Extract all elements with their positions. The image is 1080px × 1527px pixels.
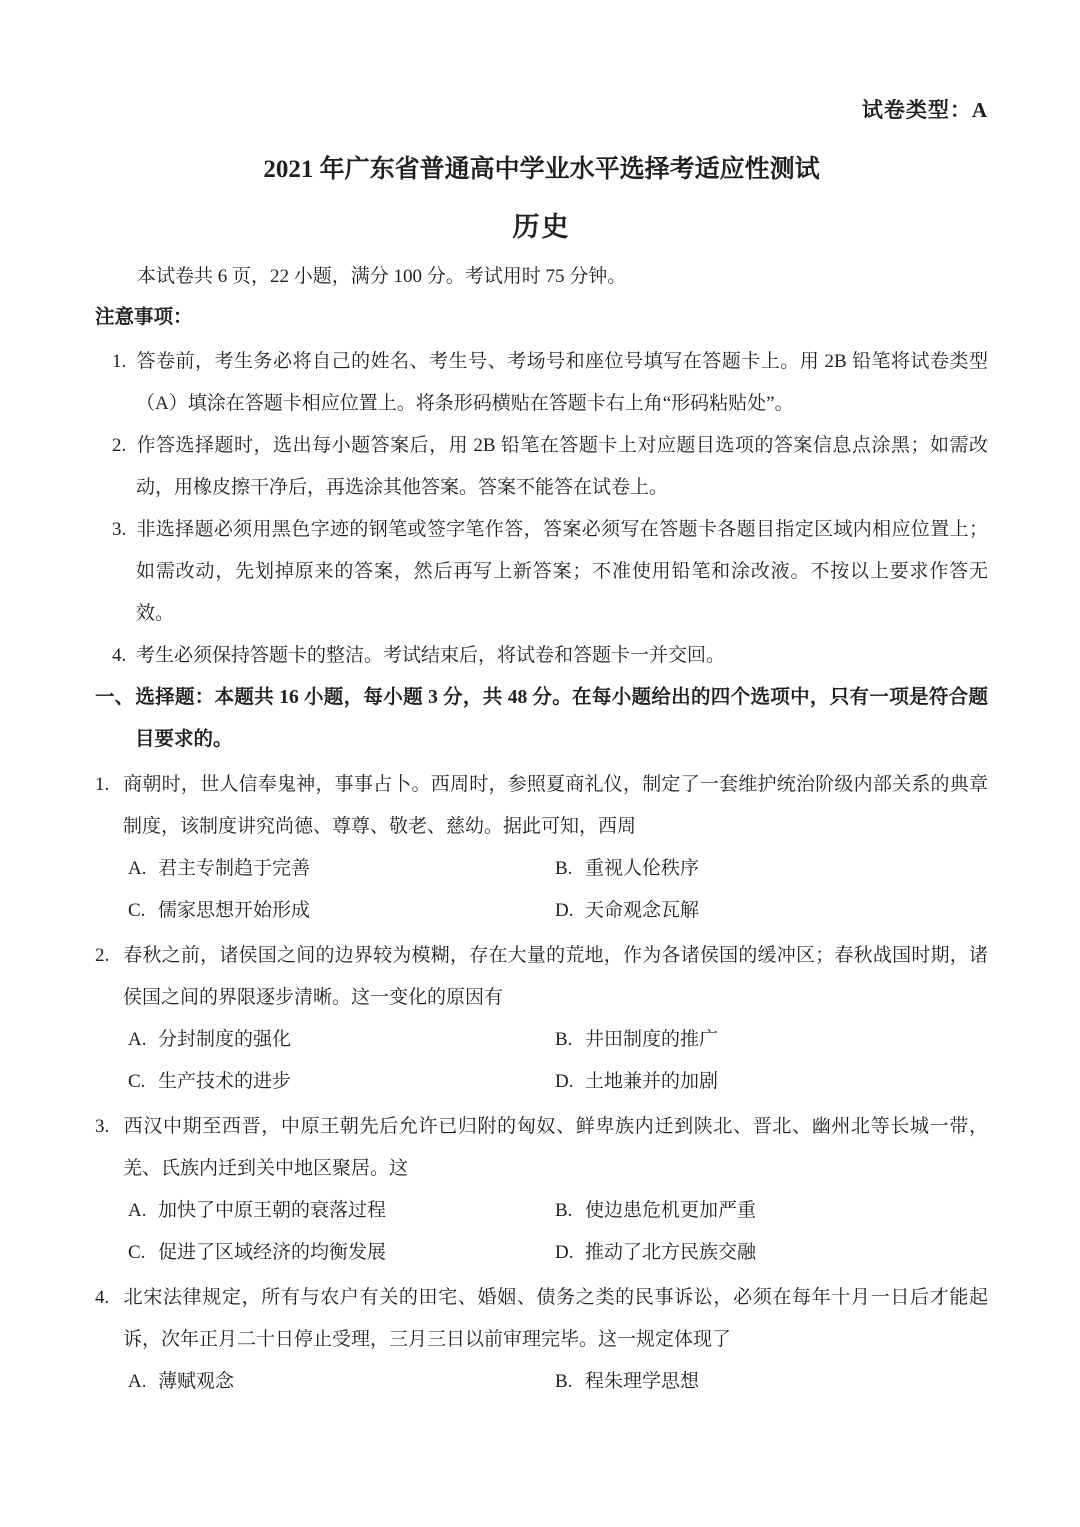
notice-item-2: [95, 425, 988, 509]
notice-item-text: 非选择题必须用黑色字迹的钢笔或签字笔作答，答案必须写在答题卡各题目指定区域内相应位置上；如需改动，先划掉原来的答案，然后再写上新答案；不准使用铅笔和涂改液。不按以上要求作答无效。: [136, 519, 988, 624]
subject-title: 历史: [512, 212, 571, 242]
notice-list: [95, 341, 988, 677]
option-text: 使边患危机更加严重: [585, 1200, 757, 1221]
notice-item-1: [95, 341, 988, 425]
option-a: [128, 848, 555, 890]
notice-item-number: 2.: [112, 435, 127, 456]
question-stem-text: 春秋之前，诸侯国之间的边界较为模糊，存在大量的荒地，作为各诸侯国的缓冲区；春秋战国时期，诸侯国之间的界限逐步清晰。这一变化的原因有: [123, 945, 988, 1008]
option-text: 推动了北方民族交融: [585, 1242, 757, 1263]
notice-item-number: 1.: [112, 351, 127, 372]
option-d: [555, 890, 988, 932]
question-4: [95, 1277, 988, 1403]
option-text: 生产技术的进步: [158, 1071, 292, 1092]
option-row: [95, 1061, 988, 1103]
option-text: 天命观念瓦解: [585, 900, 700, 921]
option-label: A.: [128, 1371, 147, 1392]
question-stem: [95, 935, 988, 1019]
option-text: 井田制度的推广: [585, 1029, 719, 1050]
question-stem: [95, 1106, 988, 1190]
option-c: [128, 1061, 555, 1103]
notice-item-text: 考生必须保持答题卡的整洁。考试结束后，将试卷和答题卡一并交回。: [136, 645, 726, 666]
question-number: 1.: [95, 774, 110, 795]
option-a: [128, 1019, 555, 1061]
paper-type-label: 试卷类型：A: [861, 98, 988, 122]
question-stem-text: 商朝时，世人信奉鬼神，事事占卜。西周时，参照夏商礼仪，制定了一套维护统治阶级内部关系的典章制度，该制度讲究尚德、尊尊、敬老、慈幼。据此可知，西周: [123, 774, 988, 837]
option-c: [128, 890, 555, 932]
option-label: D.: [555, 900, 574, 921]
option-text: 加快了中原王朝的衰落过程: [158, 1200, 387, 1221]
option-text: 促进了区域经济的均衡发展: [158, 1242, 387, 1263]
notice-item-text: 答卷前，考生务必将自己的姓名、考生号、考场号和座位号填写在答题卡上。用 2B 铅笔将试卷类型（A）填涂在答题卡相应位置上。将条形码横贴在答题卡右上角“形码粘贴处”。: [136, 351, 988, 414]
question-stem-text: 北宋法律规定，所有与农户有关的田宅、婚姻、债务之类的民事诉讼，必须在每年十月一日后才能起诉，次年正月二十日停止受理，三月三日以前审理完毕。这一规定体现了: [123, 1287, 988, 1350]
question-2: [95, 935, 988, 1103]
option-text: 分封制度的强化: [158, 1029, 292, 1050]
option-label: C.: [128, 1071, 146, 1092]
question-number: 3.: [95, 1116, 110, 1137]
notice-item-3: [95, 509, 988, 635]
question-number: 2.: [95, 945, 110, 966]
option-b: [555, 848, 988, 890]
notice-heading: 注意事项：: [95, 307, 193, 328]
exam-info-line: 本试卷共 6 页，22 小题，满分 100 分。考试用时 75 分钟。: [137, 266, 627, 287]
option-row: [95, 1361, 988, 1403]
option-label: B.: [555, 1200, 573, 1221]
option-row: [95, 848, 988, 890]
option-label: A.: [128, 858, 147, 879]
notice-item-text: 作答选择题时，选出每小题答案后，用 2B 铅笔在答题卡上对应题目选项的答案信息点涂黑；如需改动，用橡皮擦干净后，再选涂其他答案。答案不能答在试卷上。: [136, 435, 988, 498]
option-label: C.: [128, 1242, 146, 1263]
option-a: [128, 1361, 555, 1403]
question-3: [95, 1106, 988, 1274]
option-label: D.: [555, 1071, 574, 1092]
section-heading-multiple-choice: [95, 677, 988, 761]
notice-item-number: 4.: [112, 645, 127, 666]
option-label: A.: [128, 1029, 147, 1050]
option-label: A.: [128, 1200, 147, 1221]
option-b: [555, 1019, 988, 1061]
question-stem: [95, 1277, 988, 1361]
option-d: [555, 1061, 988, 1103]
exam-title: 2021 年广东省普通高中学业水平选择考适应性测试: [263, 156, 820, 183]
section-number: 一、: [95, 687, 135, 708]
option-row: [95, 1190, 988, 1232]
question-stem-text: 西汉中期至西晋，中原王朝先后允许已归附的匈奴、鲜卑族内迁到陕北、晋北、幽州北等长城一带，羌、氏族内迁到关中地区聚居。这: [123, 1116, 988, 1179]
notice-item-4: [95, 635, 988, 677]
option-d: [555, 1232, 988, 1274]
option-row: [95, 1232, 988, 1274]
question-number: 4.: [95, 1287, 110, 1308]
option-c: [128, 1232, 555, 1274]
option-a: [128, 1190, 555, 1232]
option-text: 薄赋观念: [158, 1371, 235, 1392]
option-b: [555, 1190, 988, 1232]
notice-item-number: 3.: [112, 519, 127, 540]
option-b: [555, 1361, 988, 1403]
section-heading-text: 选择题：本题共 16 小题，每小题 3 分，共 48 分。在每小题给出的四个选项中，只有一项是符合题目要求的。: [135, 687, 988, 750]
option-text: 君主专制趋于完善: [158, 858, 311, 879]
option-label: B.: [555, 1029, 573, 1050]
option-text: 重视人伦秩序: [585, 858, 700, 879]
option-row: [95, 1019, 988, 1061]
question-stem: [95, 764, 988, 848]
option-text: 儒家思想开始形成: [158, 900, 311, 921]
option-label: D.: [555, 1242, 574, 1263]
option-text: 土地兼并的加剧: [585, 1071, 719, 1092]
option-label: B.: [555, 858, 573, 879]
option-label: B.: [555, 1371, 573, 1392]
option-text: 程朱理学思想: [585, 1371, 700, 1392]
option-label: C.: [128, 900, 146, 921]
option-row: [95, 890, 988, 932]
question-1: [95, 764, 988, 932]
